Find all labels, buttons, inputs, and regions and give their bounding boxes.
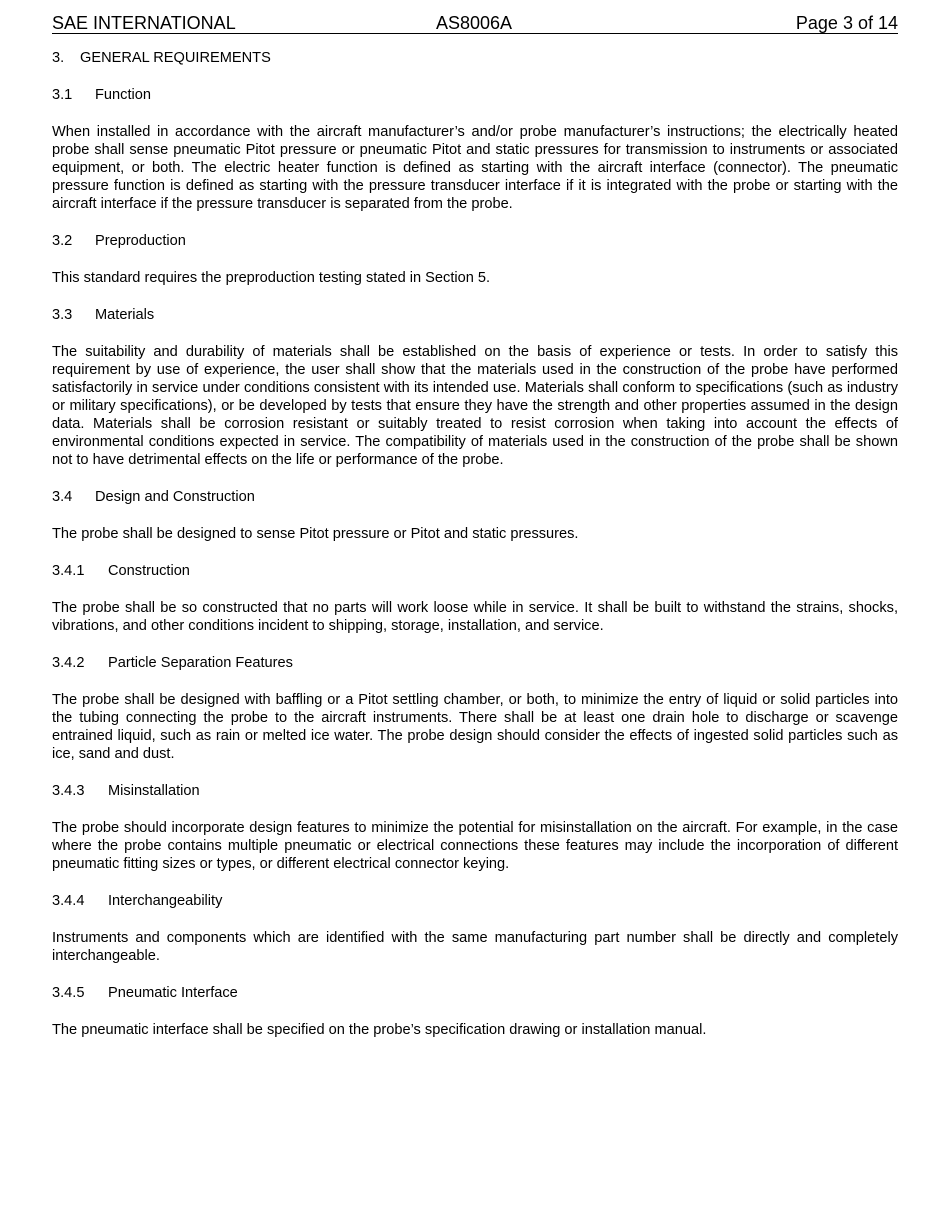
section-number: 3.4.1 — [52, 563, 85, 579]
paragraph-function: When installed in accordance with the aircraft manufacturer’s and/or probe manufacturer’s instructions; the electrically heated probe shall sense pneumatic Pitot pressure or pneumatic Pitot and static pressures for transmission to instruments or associated equipment, or both. The electric heater function is defined as starting with the aircraft interface (connector). The pneumatic pressure function is defined as starting with the pressure transducer interface if it is integrated with the probe or starting with the aircraft interface if the pressure transducer is separated from the probe. — [52, 124, 898, 212]
section-title: Materials — [95, 307, 155, 323]
section-title: Preproduction — [95, 233, 186, 249]
section-heading-3-1 — [52, 86, 898, 104]
section-title: Interchangeability — [108, 893, 223, 909]
section-number: 3.2 — [52, 233, 73, 249]
section-number: 3.4.2 — [52, 655, 85, 671]
paragraph-misinstallation: The probe should incorporate design features to minimize the potential for misinstallation on the aircraft. For example, in the case where the probe contains multiple pneumatic or electrical connections these features may include the incorporation of different pneumatic fitting sizes or types, or different electrical connector keying. — [52, 820, 898, 872]
header-organization: SAE INTERNATIONAL — [52, 13, 236, 33]
section-heading-3 — [52, 49, 898, 67]
section-heading-3-2 — [52, 232, 898, 250]
section-heading-3-4-5 — [52, 984, 898, 1002]
section-number: 3.4 — [52, 489, 73, 505]
paragraph-particle-separation: The probe shall be designed with baffling or a Pitot settling chamber, or both, to minimize the entry of liquid or solid particles into the tubing connecting the probe to the aircraft instruments. There shall be at least one drain hole to discharge or scavenge entrained liquid, such as rain or melted ice water. The probe design should consider the effects of ingested solid particles such as ice, sand and dust. — [52, 692, 898, 762]
section-title: Misinstallation — [108, 783, 200, 799]
section-heading-3-4-2 — [52, 654, 898, 672]
section-number: 3.1 — [52, 87, 73, 103]
paragraph-materials: The suitability and durability of materials shall be established on the basis of experience or tests. In order to satisfy this requirement by use of experience, the user shall show that the materials used in the construction of the probe have performed satisfactorily in service under conditions consistent with its intended use. Materials shall conform to specifications (such as industry or military specifications), or be developed by tests that ensure they have the strength and other properties assumed in the design data. Materials shall be corrosion resistant or suitably treated to resist corrosion when taking into account the effects of environmental conditions expected in service. The compatibility of materials used in the construction of the probe shall be shown not to have detrimental effects on the life or performance of the probe. — [52, 344, 898, 468]
paragraph-construction: The probe shall be so constructed that no parts will work loose while in service. It shall be built to withstand the strains, shocks, vibrations, and other conditions incident to shipping, storage, installation, and service. — [52, 600, 898, 634]
section-number: 3.4.4 — [52, 893, 85, 909]
section-number: 3.4.3 — [52, 783, 85, 799]
paragraph-pneumatic-interface: The pneumatic interface shall be specified on the probe’s specification drawing or installation manual. — [52, 1022, 707, 1038]
header-document-number: AS8006A — [436, 13, 513, 33]
section-heading-3-3 — [52, 306, 898, 324]
header-page-number: Page 3 of 14 — [795, 13, 898, 33]
section-heading-3-4-4 — [52, 892, 898, 910]
section-heading-3-4-1 — [52, 562, 898, 580]
paragraph-preproduction: This standard requires the preproduction testing stated in Section 5. — [52, 270, 491, 286]
section-title: Construction — [108, 563, 190, 579]
paragraph-interchangeability: Instruments and components which are identified with the same manufacturing part number shall be directly and completely interchangeable. — [52, 930, 898, 964]
section-number: 3.4.5 — [52, 985, 85, 1001]
section-heading-3-4 — [52, 488, 898, 506]
section-number: 3.3 — [52, 307, 73, 323]
section-title: Particle Separation Features — [108, 655, 293, 671]
section-title: Function — [95, 87, 151, 103]
document-body — [52, 49, 898, 1039]
section-number: 3. — [52, 50, 65, 66]
section-title: GENERAL REQUIREMENTS — [80, 50, 271, 66]
paragraph-design: The probe shall be designed to sense Pitot pressure or Pitot and static pressures. — [52, 526, 579, 542]
section-title: Pneumatic Interface — [108, 985, 238, 1001]
section-title: Design and Construction — [95, 489, 255, 505]
page-header — [52, 0, 898, 34]
section-heading-3-4-3 — [52, 782, 898, 800]
document-page — [52, 0, 898, 1039]
